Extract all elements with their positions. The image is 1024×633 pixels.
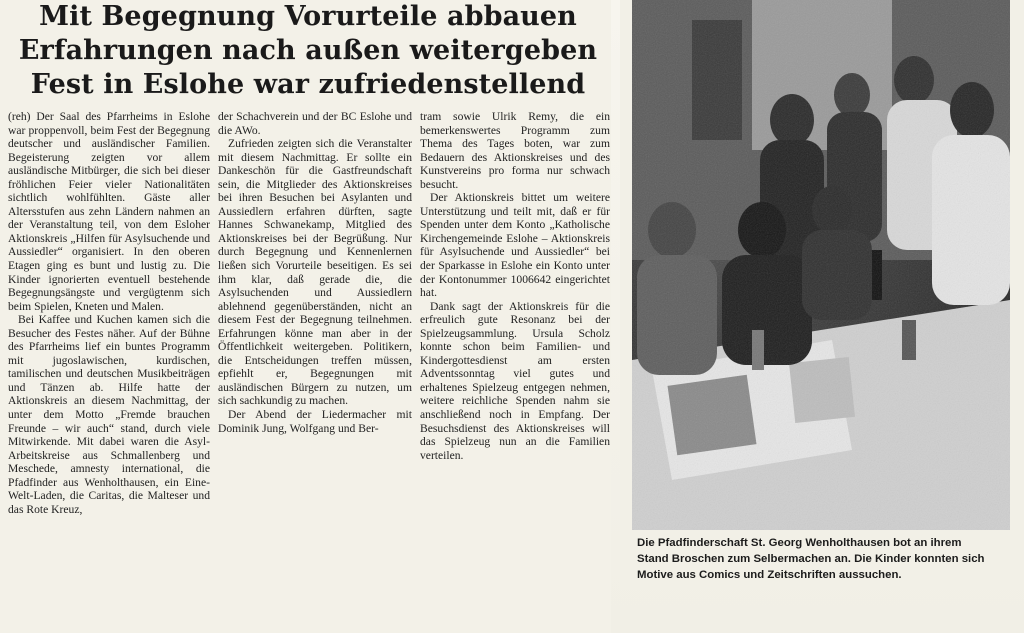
paragraph: Zufrieden zeigten sich die Veranstalter mit diesem Nachmittag. Er sollte ein Dankeschön für die Gastfreundschaft sein, die Mitglieder des Aktionskreises bei ihren Besuchen bei Asylanten und Aussiedlern erfahren dürften, sagte Hannes Schwanekamp, Mitglied des Aktionskreises bei der Begrüßung. Nur durch Begegnung und Kennenlernen ließen sich Vorurteile beseitigen. Es sei ihm klar, daß gerade die, die Asylsuchenden und Aussiedlern ablehnend gegenüberständen, nicht an diesem Fest der Begegnung teilnehmen. Erfahrungen könne man aber in der Öffentlichkeit weitergeben. Politikern, die Entscheidungen treffen müssen, epfiehlt er, Begegnungen mit ausländischen Bürgern zu nutzen, um sich sachkundig zu machen.	[218, 137, 412, 408]
paragraph: Der Aktionskreis bittet um weitere Unterstützung und teilt mit, daß er für Spenden unter dem Konto „Katholische Kirchengemeinde Eslohe – Aktionskreis für Asylsuchende und Aussiedler“ bei der Sparkasse in Eslohe ein Konto unter der Kontonummer 1006642 eingerichtet hat.	[420, 191, 610, 300]
paragraph: Bei Kaffee und Kuchen kamen sich die Besucher des Festes näher. Auf der Bühne des Pfarrheims lief ein buntes Programm mit jugoslawischen, kurdischen, tamilischen und deutschen Musikbeiträgen und Tänzen ab. Hilfe hatte der Aktionskreis an diesem Nachmittag, der unter dem Motto „Fremde brauchen Freunde – wir auch“ stand, durch viele Mitwirkende. Mit dabei waren die Asyl-Arbeitskreise aus Schmallenberg und Meschede, amnesty international, die Pfadfinder aus Wenholthausen, ein Eine-Welt-Laden, die Caritas, die Malteser und das Rote Kreuz,	[8, 313, 210, 516]
paragraph: (reh) Der Saal des Pfarrheims in Eslohe war proppenvoll, beim Fest der Begegnung deutscher und ausländischer Familien. Begeisterung zeigten vor allem ausländische Mitbürger, die sich bei dieser fröhlichen Feier vieler Nationalitäten sichtlich wohlfühlten. Gäste aller Altersstufen aus zehn Ländern nahmen an der Veranstaltung teil, von dem Esloher Aktionskreis „Hilfen für Asylsuchende und Aussiedler“ organisiert. In den oberen Etagen ging es bunt und lustig zu. Die Kinder ignorierten eventuell bestehende Begegnungsängste und vergügtenm sich beim Spielen, Kneten und Malen.	[8, 110, 210, 313]
caption-line-2: Stand Broschen zum Selbermachen an. Die Kinder konnten sich	[637, 553, 985, 565]
caption-line-3: Motive aus Comics und Zeitschriften aussuchen.	[637, 569, 902, 581]
article-column-3	[420, 110, 610, 462]
newspaper-photo-icon	[632, 0, 1010, 530]
paragraph: tram sowie Ulrik Remy, die ein bemerkenswertes Programm zum Thema des Tages boten, war zum Bedauern des Aktionskreises und des Kunstvereins pro forma nur schwach besucht.	[420, 110, 610, 191]
headline-line-1: Mit Begegnung Vorurteile abbauen	[39, 1, 577, 32]
paragraph: Der Abend der Liedermacher mit Dominik Jung, Wolfgang und Ber-	[218, 408, 412, 435]
paragraph: Dank sagt der Aktionskreis für die erfreulich gute Resonanz bei der Spielzeugsammlung. Ursula Scholz konnte schon beim Familien- und Kindergottesdienst am ersten Adventssonntag viel gutes und erhaltenes Spielzeug entgegen nehmen, weitere reichliche Spenden nahm sie anschließend noch in Empfang. Der Besuchsdienst des Aktionskreises will das Spielzeug nun an die Familien verteilen.	[420, 299, 610, 462]
caption-line-1: Die Pfadfinderschaft St. Georg Wenholthausen bot an ihrem	[637, 537, 962, 549]
article-column-1	[8, 110, 210, 516]
headline-line-2: Erfahrungen nach außen weitergeben	[18, 35, 598, 66]
article-column-2	[218, 110, 412, 435]
headline	[8, 0, 608, 102]
newspaper-photo	[632, 0, 1010, 530]
headline-line-3: Fest in Eslohe war zufriedenstellend	[30, 69, 586, 100]
paragraph: der Schachverein und der BC Eslohe und die AWo.	[218, 110, 412, 137]
photo-caption	[637, 535, 1015, 583]
